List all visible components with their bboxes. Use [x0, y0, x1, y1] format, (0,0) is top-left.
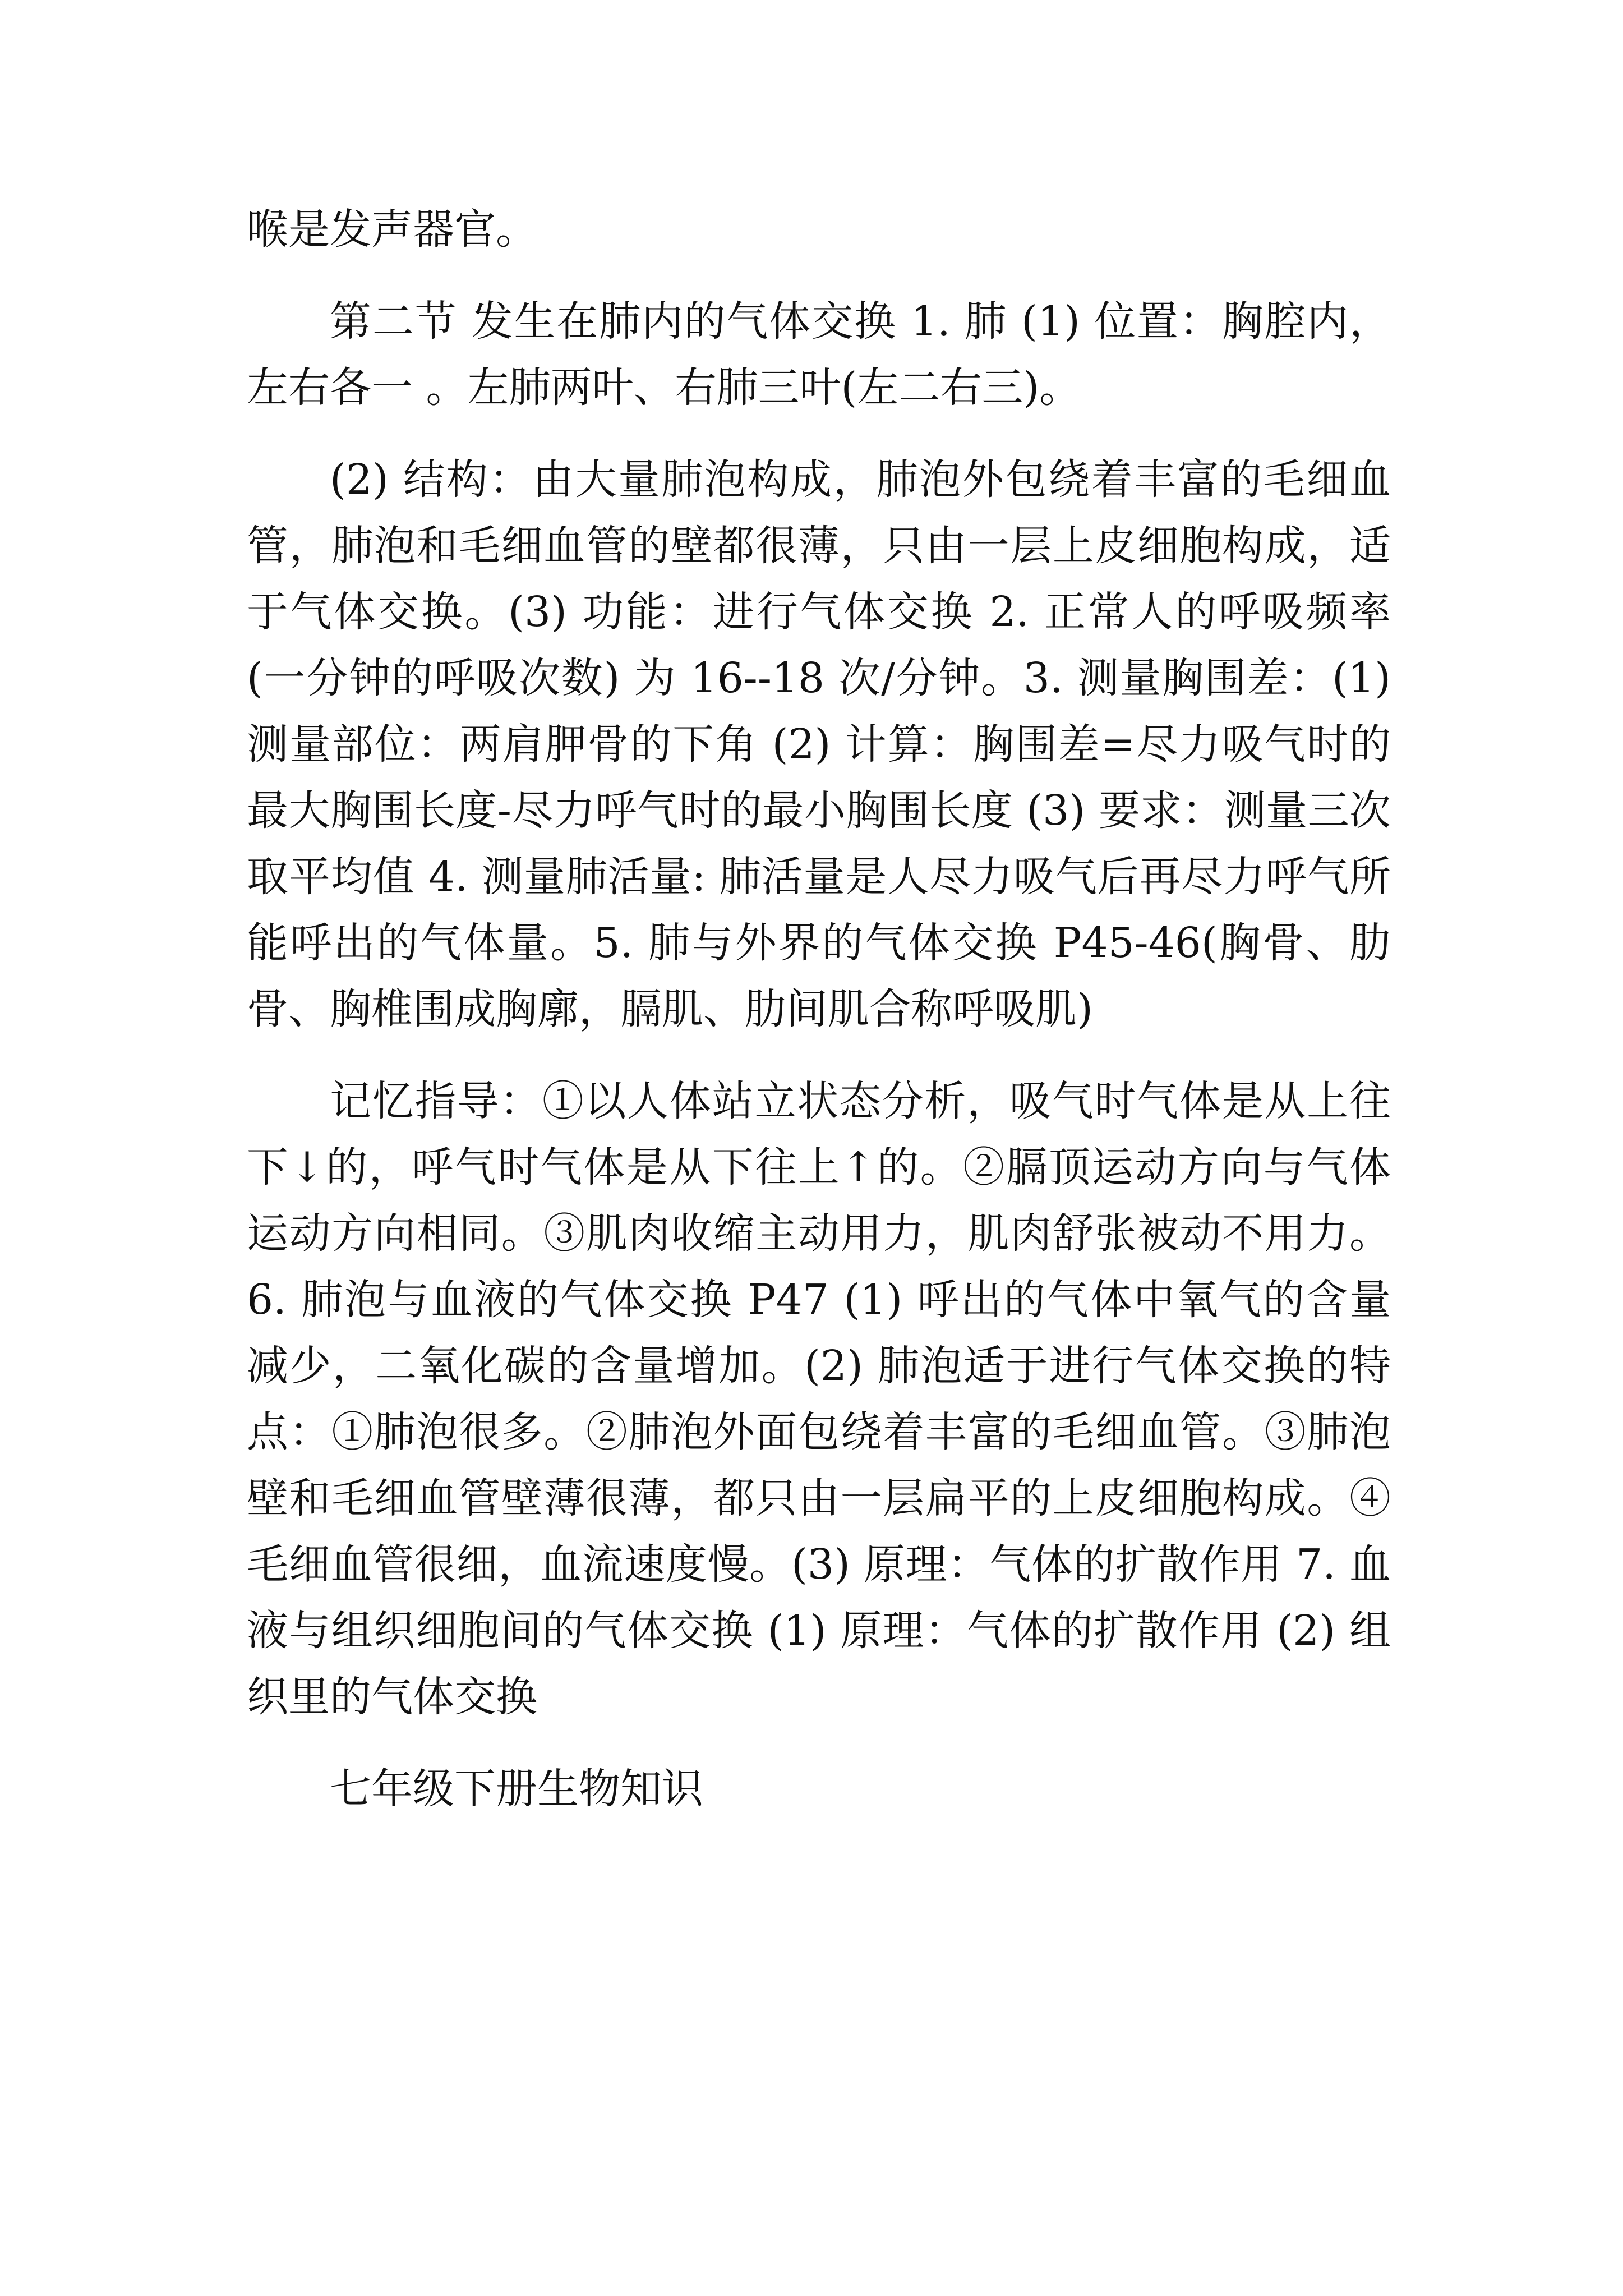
- paragraph-section-two: 第二节 发生在肺内的气体交换 1. 肺 (1) 位置：胸腔内，左右各一 。左肺两叶、右肺三叶(左二右三)。: [247, 297, 1391, 412]
- paragraph-memory-guide: 记忆指导：①以人体站立状态分析，吸气时气体是从上往下↓的，呼气时气体是从下往上↑的。②膈顶运动方向与气体运动方向相同。③肌肉收缩主动用力，肌肉舒张被动不用力。6. 肺泡与血液的气体交换 P47 (1) 呼出的气体中氧气的含量减少，二氧化碳的含量增加。(2) 肺泡适于进行气体交换的特点：①肺泡很多。②肺泡外面包绕着丰富的毛细血管。③肺泡壁和毛细血管壁薄很薄，都只由一层扁平的上皮细胞构成。④毛细血管很细，血流速度慢。(3) 原理：气体的扩散作用 7. 血液与组织细胞间的气体交换 (1) 原理：气体的扩散作用 (2) 组织里的气体交换: [247, 1077, 1391, 1721]
- paragraph-footer-title: 七年级下册生物知识: [330, 1765, 703, 1813]
- document-page: [247, 196, 1391, 1822]
- paragraph-lung-structure: (2) 结构：由大量肺泡构成，肺泡外包绕着丰富的毛细血管，肺泡和毛细血管的壁都很薄，只由一层上皮细胞构成，适于气体交换。(3) 功能：进行气体交换 2. 正常人的呼吸频率(一分钟的呼吸次数) 为 16--18 次/分钟。3. 测量胸围差：(1) 测量部位：两肩胛骨的下角 (2) 计算：胸围差=尽力吸气时的最大胸围长度-尽力呼气时的最小胸围长度 (3) 要求：测量三次取平均值 4. 测量肺活量: 肺活量是人尽力吸气后再尽力呼气所能呼出的气体量。5. 肺与外界的气体交换 P45-46(胸骨、肋骨、胸椎围成胸廓，膈肌、肋间肌合称呼吸肌): [247, 455, 1391, 1033]
- paragraph-larynx: 喉是发声器官。: [247, 205, 537, 254]
